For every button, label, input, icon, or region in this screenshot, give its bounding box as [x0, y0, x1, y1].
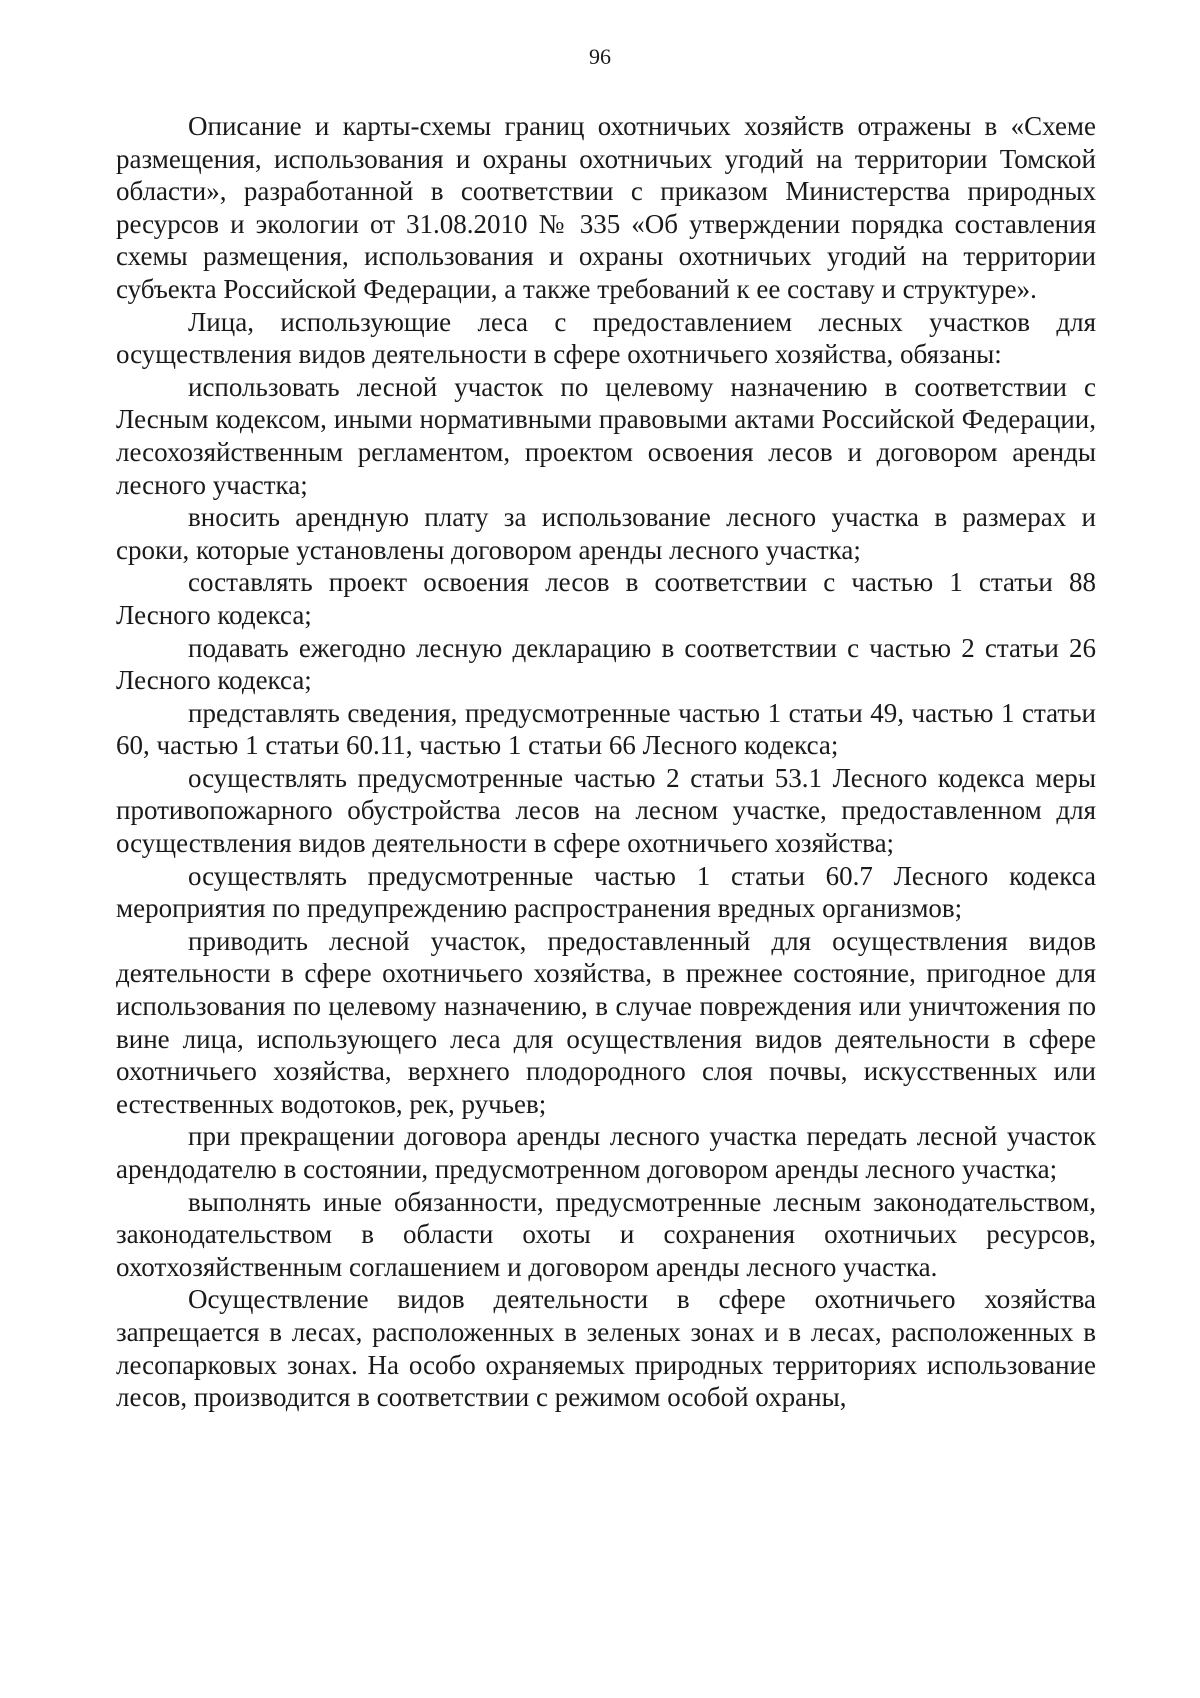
obligation-item: при прекращении договора аренды лесного участка передать лесной участок арендодателю в состоянии, предусмотренном договором аренды лесного участка;	[116, 1121, 1096, 1184]
obligation-item: приводить лесной участок, предоставленный для осуществления видов деятельности в сфере охотничьего хозяйства, в прежнее состояние, пригодное для использования по целевому назначению, в случае повреждения или уничтожения по вине лица, использующего леса для осуществления видов деятельности в сфере охотничьего хозяйства, верхнего плодородного слоя почвы, искусственных или естественных водотоков, рек, ручьев;	[116, 925, 1096, 1119]
paragraph-hunting-scheme: Описание и карты-схемы границ охотничьих хозяйств отражены в «Схеме размещения, использования и охраны охотничьих угодий на территории Томской области», разработанной в соответствии с приказом Министерства природных ресурсов и экологии от 31.08.2010 № 335 «Об утверждении порядка составления схемы размещения, использования и охраны охотничьих угодий на территории субъекта Российской Федерации, а также требований к ее составу и структуре».	[116, 111, 1096, 304]
obligation-item: подавать ежегодно лесную декларацию в соответствии с частью 2 статьи 26 Лесного кодекса;	[116, 632, 1096, 696]
page-number: 96	[589, 44, 611, 69]
document-body	[116, 110, 1096, 1414]
obligation-item: представлять сведения, предусмотренные частью 1 статьи 49, частью 1 статьи 60, частью 1 статьи 60.11, частью 1 статьи 66 Лесного кодекса;	[116, 697, 1096, 761]
paragraph-restrictions: Осуществление видов деятельности в сфере охотничьего хозяйства запрещается в лесах, расположенных в зеленых зонах и в лесах, расположенных в лесопарковых зонах. На особо охраняемых природных территориях использование лесов, производится в соответствии с режимом особой охраны,	[116, 1284, 1096, 1413]
obligation-item: использовать лесной участок по целевому назначению в соответствии с Лесным кодексом, иными нормативными правовыми актами Российской Федерации, лесохозяйственным регламентом, проектом освоения лесов и договором аренды лесного участка;	[116, 371, 1096, 500]
paragraph-obligations-intro: Лица, использующие леса с предоставлением лесных участков для осуществления видов деятельности в сфере охотничьего хозяйства, обязаны:	[116, 306, 1096, 370]
obligation-item: вносить арендную плату за использование лесного участка в размерах и сроки, которые установлены договором аренды лесного участка;	[116, 502, 1096, 565]
obligation-item: составлять проект освоения лесов в соответствии с частью 1 статьи 88 Лесного кодекса;	[116, 567, 1096, 630]
obligation-item: осуществлять предусмотренные частью 2 статьи 53.1 Лесного кодекса меры противопожарного обустройства лесов на лесном участке, предоставленном для осуществления видов деятельности в сфере охотничьего хозяйства;	[116, 762, 1096, 859]
obligation-item: осуществлять предусмотренные частью 1 статьи 60.7 Лесного кодекса мероприятия по предупреждению распространения вредных организмов;	[116, 860, 1096, 924]
obligation-item: выполнять иные обязанности, предусмотренные лесным законодательством, законодательством в области охоты и сохранения охотничьих ресурсов, охотхозяйственным соглашением и договором аренды лесного участка.	[116, 1186, 1096, 1282]
